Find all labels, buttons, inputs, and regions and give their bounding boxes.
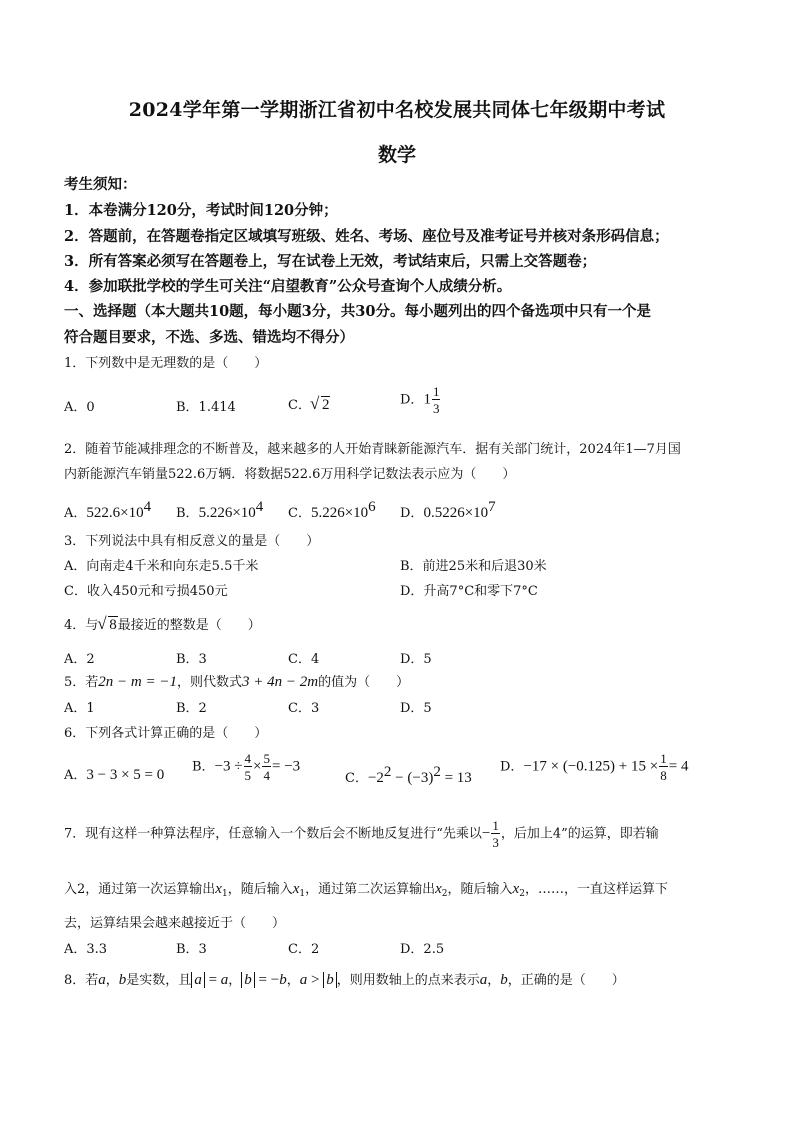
denominator: 8 [660,768,667,783]
value: 522.6×10 [86,505,144,521]
expr-suffix: = −3 [271,758,301,775]
exponent: 6 [368,499,376,515]
notice-item-3: 3．所有答案必须写在答题卷上，写在试卷上无效，考试结束后，只需上交答题卷； [64,253,597,270]
question-6-option-a [64,764,164,784]
var-x: x [292,881,300,897]
numerator: 1 [660,751,667,766]
question-1-option-a: A．0 [64,400,95,415]
equals-neg: = − [254,972,280,988]
fraction [432,385,441,415]
value: 0.5226×10 [423,505,489,521]
exam-subject: 数学 [377,144,416,166]
text: 8．若 [64,973,99,988]
value: 5.226×10 [310,505,369,521]
label: D． [500,759,524,775]
denominator: 3 [432,401,440,416]
subscript: 1 [221,889,228,899]
abs-a: a [191,972,205,988]
numerator: 4 [244,751,252,766]
subscript: 2 [441,889,448,899]
question-5-stem [64,671,409,691]
var-b: b [279,972,287,988]
sqrt-symbol [98,617,118,634]
term-2: − (−3) [391,770,434,786]
result: = 13 [440,770,472,786]
stem-prefix: 4．与 [64,618,99,633]
exam-title: 2024学年第一学期浙江省初中名校发展共同体七年级期中考试 [128,99,666,121]
denominator: 5 [244,768,252,783]
mixed-number-whole: 1 [423,391,431,408]
question-1-option-b: B．1.414 [176,400,236,415]
target-expression: 3 + 4n − 2m [242,674,319,690]
exponent: 4 [143,499,152,515]
expr-suffix: = 4 [668,758,689,775]
fraction [491,819,500,849]
radicand: 2 [321,397,330,413]
option-d-label: D． [400,392,424,408]
exponent: 7 [488,499,496,515]
question-2-line1: 2．随着节能减排理念的不断普及，越来越多的人开始青睐新能源汽车．据有关部门统计，2024年1—7月国 [64,442,681,457]
label: B． [176,506,199,521]
abs-b: b [323,972,337,988]
label: B． [192,759,215,775]
var-a: a [220,972,229,988]
question-4-option-d: D．5 [400,652,432,667]
exponent-1: 2 [383,764,392,780]
question-4-option-c: C．4 [288,652,320,667]
comma: ， [228,973,242,988]
question-7-option-a: A．3.3 [64,942,108,957]
question-3-option-d: D．升高7°C和零下7°C [400,584,538,599]
text-a: 入2，通过第一次运算输出 [64,882,216,897]
comma: ， [286,973,300,988]
fraction-1 [244,752,253,782]
text: ，正确的是（ ） [507,973,625,988]
var-a: a [299,972,308,988]
comma: ， [487,973,501,988]
question-6-option-d [500,752,688,782]
numerator: 1 [492,818,499,833]
denominator: 4 [263,768,270,783]
question-8-stem [64,969,625,989]
label: C． [345,771,368,786]
label: C． [288,506,311,521]
condition-equation: 2n − m = −1 [98,674,177,690]
fraction-2 [262,752,271,782]
stem-prefix: 5．若 [64,675,99,690]
value: 5.226×10 [198,505,256,521]
question-3-option-b: B．前进25米和后退30米 [400,559,547,574]
denominator: 3 [492,835,499,850]
question-5-option-c: C．3 [288,701,320,716]
expr-prefix: −17 × (−0.125) + 15 × [523,758,659,775]
text: ，则用数轴上的点来表示 [336,973,480,988]
var-x: x [435,881,442,897]
var-b: b [500,972,508,988]
var-b: b [118,972,127,988]
question-4-option-b: B．3 [176,652,207,667]
question-7-line2 [64,878,668,899]
var-a: a [479,972,488,988]
section-heading-line2: 符合题目要求，不选、多选、错选均不得分） [64,329,354,346]
numerator: 5 [263,751,270,766]
section-heading-line1: 一、选择题（本大题共10题，每小题3分，共30分。每小题列出的四个备选项中只有一个是 [64,303,651,320]
numerator: 1 [432,384,440,399]
question-5-option-d: D．5 [400,701,432,716]
abs-b: b [241,972,255,988]
expr-prefix: −3 ÷ [214,758,243,775]
question-7-option-b: B．3 [176,942,207,957]
question-7-option-d: D．2.5 [400,942,445,957]
text-b: ，随后输入 [227,882,293,897]
exponent: 4 [255,499,264,515]
question-5-option-b: B．2 [176,701,207,716]
question-2-option-d [400,499,496,522]
question-6-option-b [192,752,300,782]
label: A． [64,768,87,783]
text-c: ，通过第二次运算输出 [305,882,436,897]
notice-heading: 考生须知： [64,176,137,193]
question-3-option-c: C．收入450元和亏损450元 [64,584,228,599]
question-4-option-a: A．2 [64,652,95,667]
question-3-stem: 3．下列说法中具有相反意义的量是（ ） [64,534,320,549]
equals: = [204,972,221,988]
question-5-option-a: A．1 [64,701,95,716]
text-d: ，随后输入 [447,882,513,897]
times: × [253,758,262,775]
greater-than: > [307,972,324,988]
text-2: ，后加上4”的运算，即若输 [500,826,659,842]
minus-sign: − [481,825,491,842]
exponent-2: 2 [433,764,441,780]
subscript: 1 [299,889,306,899]
question-4-stem [64,614,261,634]
subscript: 2 [519,889,525,899]
question-2-option-a [64,499,151,522]
var-x: x [215,881,222,897]
question-2-option-b [176,499,263,522]
notice-item-4: 4．参加联批学校的学生可关注“启望教育”公众号查询个人成绩分析。 [64,278,512,295]
stem-suffix: 最接近的整数是（ ） [117,618,261,633]
comma: ， [105,973,119,988]
option-c-label: C． [288,398,311,413]
question-7-line1 [64,819,659,849]
text-e: ，……，一直这样运算下 [524,882,668,897]
question-1-stem: 1．下列数中是无理数的是（ ） [64,356,268,371]
question-6-option-c [345,764,472,787]
text: 是实数，且 [126,973,192,988]
var-a: a [98,972,106,988]
label: D． [400,506,424,521]
notice-item-1: 1．本卷满分120分，考试时间120分钟； [64,202,338,219]
stem-middle: ，则代数式 [176,675,242,690]
question-7-line3: 去，运算结果会越来越接近于（ ） [64,916,286,931]
expression: 3 − 3 × 5 = 0 [86,767,165,783]
question-3-option-a: A．向南走4千米和向东走5.5千米 [64,559,259,574]
text-1: 7．现有这样一种算法程序，任意输入一个数后会不断地反复进行“先乘以 [64,826,482,842]
var-x: x [512,881,520,897]
question-1-option-c [288,394,330,414]
label: A． [64,506,87,521]
question-6-stem: 6．下列各式计算正确的是（ ） [64,726,268,741]
question-7-option-c: C．2 [288,942,320,957]
question-2-line2: 内新能源汽车销量522.6万辆．将数据522.6万用科学记数法表示应为（ ） [64,467,516,482]
radicand: 8 [109,617,117,633]
fraction [659,752,668,782]
question-2-option-c [288,499,376,522]
stem-suffix: 的值为（ ） [318,675,410,690]
sqrt-symbol [311,397,331,414]
question-1-option-d [400,385,441,415]
term-1: −2 [367,770,384,786]
notice-item-2: 2．答题前，在答题卷指定区域填写班级、姓名、考场、座位号及准考证号并核对条形码信息； [64,228,669,245]
